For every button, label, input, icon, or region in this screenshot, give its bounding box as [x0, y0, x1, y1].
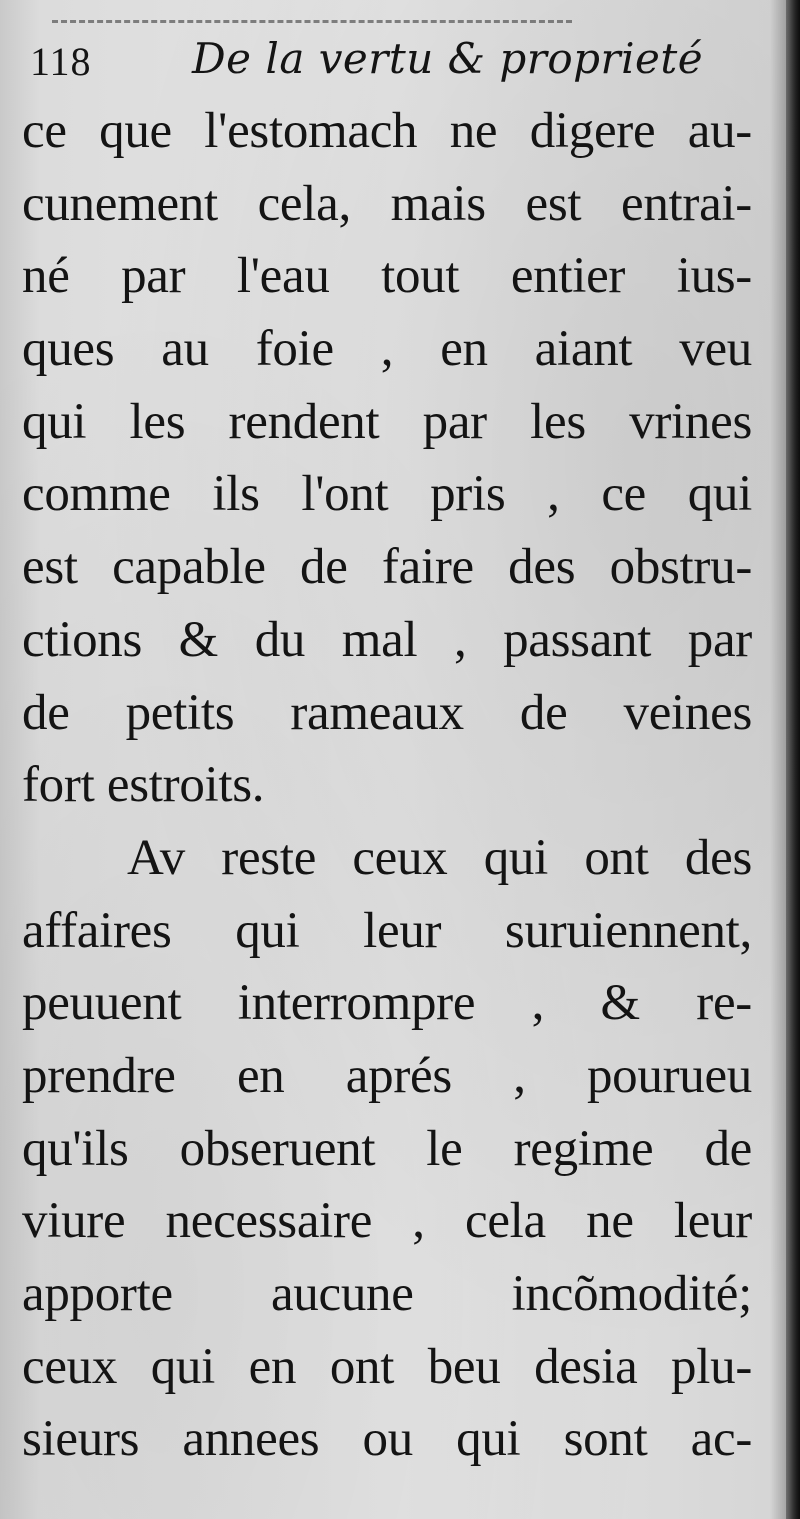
page-number: 118 [30, 39, 92, 84]
text-line: ques au foie , en aiant veu [22, 321, 752, 378]
body-text [22, 95, 752, 1476]
text-line: ceux qui en ont beu desia plu- [22, 1338, 752, 1395]
text-line: ctions & du mal , passant par [22, 611, 752, 668]
page-header [22, 28, 762, 88]
text-line: sieurs annees ou qui sont ac- [22, 1411, 752, 1468]
text-line: cunement cela, mais est entrai- [22, 175, 752, 232]
text-line: est capable de faire des obstru- [22, 539, 752, 596]
text-line: né par l'eau tout entier ius- [22, 248, 752, 305]
text-line-paragraph-end: fort estroits. [22, 757, 265, 814]
page-edge-shadow [786, 0, 800, 1519]
text-line: qu'ils obseruent le regime de [22, 1120, 752, 1177]
running-title: De la vertu & proprieté [192, 34, 704, 83]
text-line: prendre en aprés , pourueu [22, 1047, 752, 1104]
text-line: affaires qui leur suruiennent, [22, 902, 752, 959]
text-line: ce que l'estomach ne digere au- [22, 103, 752, 159]
text-line: peuuent interrompre , & re- [22, 975, 752, 1032]
text-line-paragraph-start: Av reste ceux qui ont des [127, 829, 752, 886]
text-line: de petits rameaux de veines [22, 684, 752, 741]
header-rule [52, 20, 572, 23]
text-line: qui les rendent par les vrines [22, 393, 752, 450]
text-line: comme ils l'ont pris , ce qui [22, 466, 752, 523]
text-line: apporte aucune incõmodité; [22, 1266, 752, 1322]
text-line: viure necessaire , cela ne leur [22, 1193, 752, 1250]
